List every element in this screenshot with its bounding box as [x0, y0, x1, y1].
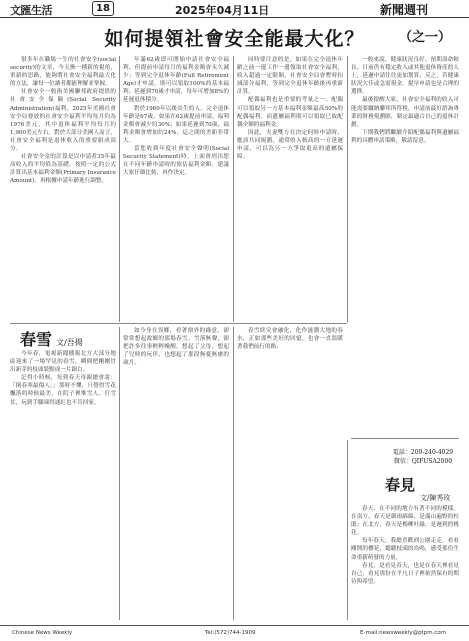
paragraph: 春雪終究會融化，化作滋潤大地的春水，正如那些美好的回憶，也會一直溫暖著我們前行的路。	[237, 328, 343, 351]
column-divider	[233, 56, 234, 322]
spring-snow-heading	[20, 327, 83, 350]
paragraph: 春見，是看見春天，也是在春天裡看見自己，看見那份在平凡日子裡依然保有的期待與希望。	[351, 562, 459, 585]
issue-date: 2025年04月11日	[175, 4, 270, 17]
section-name: 新聞週刊	[380, 3, 429, 17]
spring-snow-column-2	[123, 327, 229, 620]
paragraph: 一般來說，健康狀況良好、預期壽命較長、目前仍有穩定收入或其他退休資產的人士，延遲申請往往更加划算；反之，若健康狀況欠佳或急需現金，提早申請也是合理的選擇。	[351, 57, 459, 96]
article-column-4	[351, 56, 459, 436]
paragraph: 每年春天，我總喜歡到公園走走，看看剛開的櫻花，聽聽枝頭的鳥鳴，感受那份生命重新萌發的力量。	[351, 538, 459, 561]
contact-box	[392, 448, 454, 466]
column-divider	[119, 56, 120, 322]
spring-snow-title: 春雪	[20, 330, 53, 349]
paragraph: 很多年在職場一生的社會安全(social security)的文章，今天換一種新的視角，重新的思路，能夠將社會安全福利最大化的方法，讓每一位讀者都能理解並掌握。	[10, 57, 116, 88]
paragraph: 同時要注意的是，如果在完全退休年齡之前一邊工作一邊領取社會安全福利，收入超過一定限額，社會安全局會暫時扣減部分福利，等到完全退休年齡後再重新計算。	[237, 57, 343, 96]
article-column-3	[237, 56, 343, 322]
article-subtitle: （之一）	[398, 30, 451, 45]
paragraph: 今年春，電視新聞播報北方大部分地區迎來了一場罕見的春雪，瞬間把剛剛冒出新芽的枝頭裝點成一片銀白。	[10, 351, 116, 374]
column-divider	[347, 56, 348, 322]
page-header	[0, 0, 469, 18]
section-divider	[351, 438, 459, 439]
column-divider	[233, 327, 234, 620]
paragraph: 如今身在異鄉，看著窗外的綠意，卻常常想起故鄉的那場春雪。雪落無聲，卻把許多往事輕輕喚醒，想起了父母，想起了兒時的玩伴，也想起了那段無憂無慮的歲月。	[123, 328, 229, 367]
spring-snow-author: 文/吾揚	[56, 338, 83, 347]
article-column-1	[10, 56, 116, 322]
contact-phone: 電話：209-240-4029	[392, 449, 454, 456]
paragraph: 配偶福利也是重要的考量之一。配偶可以領取另一方基本福利金額最高50%的配偶福利，而遺屬福利則可以領取已故配偶全額的福利金。	[237, 97, 343, 128]
paragraph: 社會安全一般指美國聯邦政府提供的社會安全保險(Social Security Administration)福利，2025年美國社會安全局發放的社會安全福利平均每月約為1976美元，其中退休福利平均每月約1,900美元左右。對於大部分美國人而言，社會安全福利是退休收入的重要組成部分。	[10, 89, 116, 153]
paragraph: 下期我們將繼續介紹配偶福利與遺屬福利的具體申請策略，敬請留意。	[351, 129, 459, 144]
footer-phone: Tel:(572)744-1909	[205, 630, 256, 636]
paragraph: 因此，夫妻雙方在決定何時申請時，應該共同規劃，通常收入較高的一方延遲申請，可以為另一方爭取更高的遺屬保障。	[237, 129, 343, 161]
contact-wechat: 微信：QIFUSA2000	[393, 458, 453, 465]
article-title: 如何提領社會安全能最大化？	[104, 28, 365, 50]
paragraph: 對於1960年以後出生的人，完全退休年齡是67歲。如果在62歲提前申請，福利金額會減少約30%；如果延遲到70歲，福利金額會增加約24%。這之間的差距非常大。	[123, 105, 229, 144]
footer-email: E-mail:newsweekly@ptpm.com	[360, 630, 447, 636]
paragraph: 春天，在不同的地方有著不同的模樣。在南方，春天是細雨綿綿，是滿山遍野的杜鵑；在北方，春天是楊柳吐綠，是遲到的桃花。	[351, 506, 459, 537]
footer-publication: Chinese News Weekly	[12, 630, 73, 636]
article-column-2	[123, 56, 229, 322]
paragraph: 記得小時候，每到春天母親總會說：「倒春寒最傷人。」那時不懂，只覺得雪花飄落的時候最美，在院子裡堆雪人、打雪仗，玩到手腳凍得通紅也不肯回家。	[10, 375, 116, 406]
article-title-bar	[0, 24, 469, 51]
section-divider	[10, 323, 347, 324]
spring-view-author: 文/陳秀玫	[420, 494, 451, 502]
paragraph: 最後提醒大家，社會安全福利的收入可能需要繳納聯邦所得稅，申請前最好諮詢專業的財務規劃師，制定最適合自己的退休計劃。	[351, 97, 459, 128]
paragraph: 社會安全金的計算是以申請者35年最高收入的平均值為基礎，按照一定的公式計算出基本福利金額(Primary Insurance Amount)，再根據申請年齡進行調整。	[10, 154, 116, 185]
masthead: 文匯生活	[10, 4, 52, 17]
spring-snow-column-3	[237, 327, 343, 620]
spring-snow-column-1	[10, 350, 116, 620]
spring-view-heading	[385, 474, 415, 495]
page-number: 18	[92, 1, 114, 16]
paragraph: 年滿62歲即可開始申請社會安全福利，但提前申請每月的福利金額會永久減少；等到完全退休年齡(Full Retirement Age)才申請，則可以領取100%的基本福利；延遲到70歲才申請，每年可增加8%的延遲退休積分。	[123, 57, 229, 104]
spring-view-column	[351, 505, 459, 620]
column-divider	[119, 327, 120, 620]
spring-view-title: 春見	[385, 476, 416, 494]
column-divider	[347, 440, 348, 620]
page-footer	[0, 625, 469, 641]
paragraph: 當您收到年度社會安全聲明(Social Security Statement)時，上面會列出您在不同年齡申請時的預估福利金額，建議大家仔細比較，再作決定。	[123, 146, 229, 177]
